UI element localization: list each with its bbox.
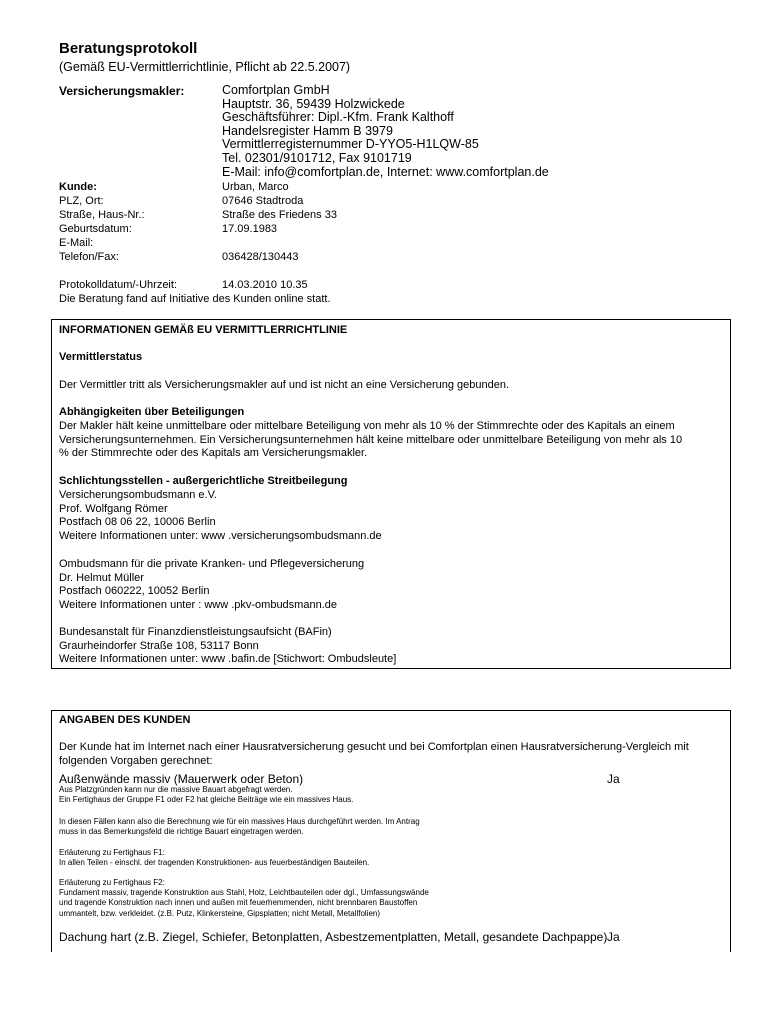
bafin-line: Bundesanstalt für Finanzdienstleistungsaufsicht (BAFin)	[59, 626, 332, 638]
small-note-4	[59, 878, 429, 919]
ombudsmann-line: Postfach 08 06 22, 10006 Berlin	[59, 516, 216, 529]
pkv-line: Dr. Helmut Müller	[59, 571, 144, 584]
small-line: muss in das Bemerkungsfeld die richtige Bauart eingetragen werden.	[59, 827, 304, 837]
makler-line: Tel. 02301/9101712, Fax 9101719	[222, 150, 412, 165]
page-subtitle: (Gemäß EU-Vermittlerrichtlinie, Pflicht ab 22.5.2007)	[59, 60, 351, 74]
small-line: Erläuterung zu Fertighaus F2:	[59, 878, 165, 887]
beteiligung-line: % der Stimmrechte oder des Kapitals am Versicherungsmakler.	[59, 447, 368, 460]
vermittlerstatus-heading: Vermittlerstatus	[59, 351, 143, 363]
makler-line: Hauptstr. 36, 59439 Holzwickede	[222, 96, 405, 111]
telefon-value: 036428/130443	[222, 251, 299, 263]
small-note-3	[59, 848, 369, 868]
vermittlerstatus-text: Der Vermittler tritt als Versicherungsmakler auf und ist nicht an eine Versicherung gebunden.	[59, 379, 510, 391]
email-label: E-Mail:	[59, 237, 94, 249]
makler-line: Handelsregister Hamm B 3979	[222, 123, 393, 138]
kunde-box-heading: ANGABEN DES KUNDEN	[59, 714, 191, 726]
small-line: und tragende Konstruktion nach innen und außen mit feuerhemmenden, nicht brennbaren Baustoffen	[59, 898, 418, 908]
small-line: In diesen Fällen kann also die Berechnung wie für ein massives Haus durchgeführt werden. Im Antrag	[59, 817, 420, 826]
protokoll-value: 14.03.2010 10.35	[222, 279, 308, 291]
initiative-note: Die Beratung fand auf Initiative des Kunden online statt.	[59, 293, 331, 305]
geburtsdatum-value: 17.09.1983	[222, 223, 278, 235]
protokoll-label: Protokolldatum/-Uhrzeit:	[59, 279, 177, 291]
small-line: Fundament massiv, tragende Konstruktion aus Stahl, Holz, Leichtbauteilen oder dgl., Umfassungswände	[59, 888, 429, 898]
bafin-block	[59, 626, 722, 667]
kunde-intro	[59, 741, 722, 768]
small-line: Ein Fertighaus der Gruppe F1 oder F2 hat gleiche Beiträge wie ein massives Haus.	[59, 795, 354, 805]
ombudsmann-block	[59, 489, 722, 543]
small-note-1	[59, 785, 353, 805]
answer-dachung: Ja	[607, 930, 620, 944]
question-dachung: Dachung hart (z.B. Ziegel, Schiefer, Betonplatten, Asbestzementplatten, Metall, gesandete Dachpappe)	[59, 930, 608, 944]
intro-line: folgenden Vorgaben gerechnet:	[59, 754, 213, 767]
ombudsmann-line: Versicherungsombudsmann e.V.	[59, 489, 217, 501]
makler-line: Geschäftsführer: Dipl.-Kfm. Frank Kalthoff	[222, 110, 454, 125]
kunde-box	[51, 710, 731, 952]
strasse-value: Straße des Friedens 33	[222, 209, 337, 221]
beteiligung-line: Der Makler hält keine unmittelbare oder mittelbare Beteiligung von mehr als 10 % der Stimmrechte oder des Kapitals an einem	[59, 420, 675, 432]
pkv-block	[59, 558, 722, 612]
small-line: Aus Platzgründen kann nur die massive Bauart abgefragt werden.	[59, 785, 293, 794]
small-line: ummantelt, bzw. verkleidet. (z.B. Putz, Klinkersteine, Gipsplatten; nicht Metall, Metallfolien)	[59, 908, 381, 918]
small-line: Erläuterung zu Fertighaus F1:	[59, 848, 165, 857]
ombudsmann-line: Weitere Informationen unter: www .versicherungsombudsmann.de	[59, 529, 382, 542]
pkv-line: Ombudsmann für die private Kranken- und Pflegeversicherung	[59, 558, 365, 570]
schlichtung-heading: Schlichtungsstellen - außergerichtliche Streitbeilegung	[59, 475, 348, 487]
pkv-line: Postfach 060222, 10052 Berlin	[59, 585, 210, 598]
makler-line: Comfortplan GmbH	[222, 83, 330, 97]
page-title: Beratungsprotokoll	[59, 40, 198, 57]
telefon-label: Telefon/Fax:	[59, 251, 119, 263]
strasse-label: Straße, Haus-Nr.:	[59, 209, 145, 221]
kunde-value: Urban, Marco	[222, 181, 289, 193]
ombudsmann-line: Prof. Wolfgang Römer	[59, 502, 168, 515]
makler-line: Vermittlerregisternummer D-YYO5-H1LQW-85	[222, 137, 479, 152]
intro-line: Der Kunde hat im Internet nach einer Hausratversicherung gesucht und bei Comfortplan einen Hausratversicherung-Vergleich mit	[59, 741, 689, 753]
bafin-line: Weitere Informationen unter: www .bafin.de [Stichwort: Ombudsleute]	[59, 653, 397, 666]
beteiligung-text	[59, 420, 722, 461]
kunde-label: Kunde:	[59, 181, 97, 193]
makler-label: Versicherungsmakler:	[59, 84, 185, 98]
info-heading: INFORMATIONEN GEMÄß EU VERMITTLERRICHTLINIE	[59, 324, 348, 336]
small-line: In allen Teilen - einschl. der tragenden Konstruktionen- aus feuerbeständigen Bauteilen.	[59, 858, 370, 868]
makler-address	[222, 84, 549, 179]
makler-line: E-Mail: info@comfortplan.de, Internet: www.comfortplan.de	[222, 164, 549, 179]
pkv-line: Weitere Informationen unter : www .pkv-ombudsmann.de	[59, 598, 337, 611]
geburtsdatum-label: Geburtsdatum:	[59, 223, 132, 235]
info-box	[51, 319, 731, 669]
bafin-line: Graurheindorfer Straße 108, 53117 Bonn	[59, 639, 259, 652]
plz-value: 07646 Stadtroda	[222, 195, 304, 207]
small-note-2	[59, 817, 420, 837]
plz-label: PLZ, Ort:	[59, 195, 104, 207]
answer-aussenwaende: Ja	[607, 772, 620, 786]
beteiligung-heading: Abhängigkeiten über Beteiligungen	[59, 406, 245, 418]
beteiligung-line: Versicherungsunternehmen. Ein Versicherungsunternehmen hält keine mittelbare oder unmittelbare Beteiligung von mehr als 10	[59, 433, 683, 446]
question-aussenwaende: Außenwände massiv (Mauerwerk oder Beton)	[59, 772, 304, 786]
